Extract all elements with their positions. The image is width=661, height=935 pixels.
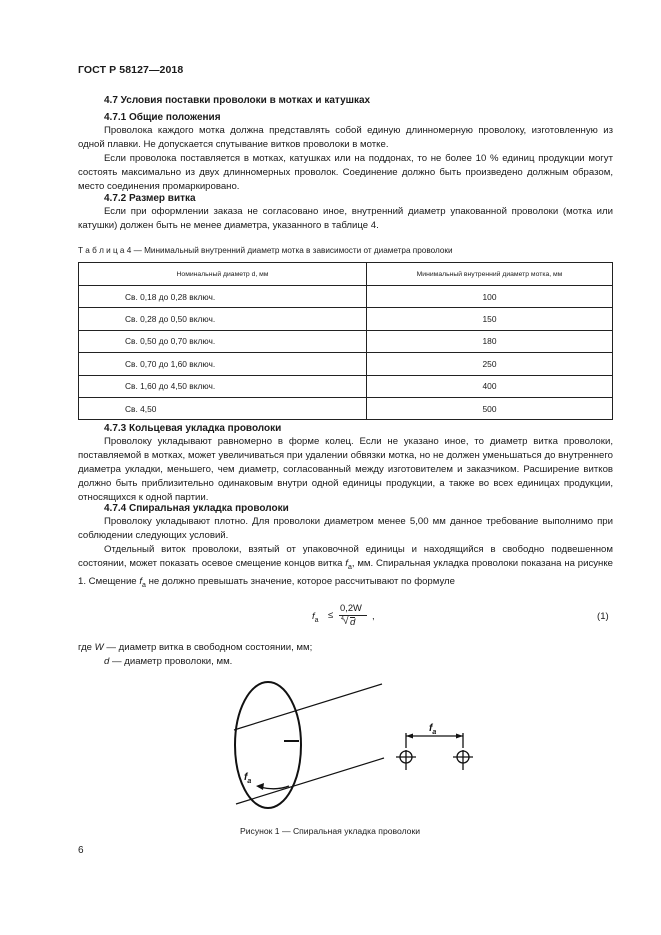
p2-text-c: не должно превышать значение, которое рассчитывают по формуле xyxy=(148,575,455,587)
page-number: 6 xyxy=(78,845,84,856)
section-4-7-1-paragraph-1: Проволока каждого мотка должна представлять собой единую длинномерную проволоку, изготовленную из одной плавки. Не допускается спутывание витков проволоки в мотке. xyxy=(78,125,613,150)
table-cell-min: 500 xyxy=(367,397,613,419)
where-d-text: — диаметр проволоки, мм. xyxy=(109,656,233,667)
document-header: ГОСТ Р 58127—2018 xyxy=(78,64,184,76)
section-4-7-4-title: 4.7.4 Спиральная укладка проволоки xyxy=(104,503,289,514)
table-header-min-coil-diameter: Минимальный внутренний диаметр мотка, мм xyxy=(367,263,613,286)
table-cell-diameter: Св. 0,70 до 1,60 включ. xyxy=(79,353,367,375)
table-cell-diameter: Св. 0,28 до 0,50 включ. xyxy=(79,308,367,330)
table-row xyxy=(79,330,613,352)
section-4-7-3-paragraph: Проволоку укладывают равномерно в форме колец. Если не указано иное, то диаметр витка проволоки, поставляемой в мотках, может увеличиваться при удалении обвязки мотка, но не должен уменьшаться до внутреннего диаметра укладки, меньшего, чем диаметр, согласованный между изготовителем и заказчиком. Расширение витков должно быть приблизительно одинаковым внутри одной единицы продукции, а также во всех единицах продукции, относящихся к одной партии. xyxy=(78,436,613,503)
p2-text-b: , мм. Спиральная укладка проволоки показана на рисунке 1. Смещение xyxy=(78,558,613,587)
table-cell-min: 250 xyxy=(367,353,613,375)
formula-root-icon: √ xyxy=(343,616,349,627)
where-w-text: — диаметр витка в свободном состоянии, мм; xyxy=(103,642,313,653)
table-4 xyxy=(78,262,613,420)
fa-symbol: f xyxy=(345,558,348,569)
formula-denominator: d xyxy=(350,617,356,628)
figure-1-drawing xyxy=(210,676,500,826)
where-w-symbol: W xyxy=(94,642,104,653)
section-4-7-2-paragraph: Если при оформлении заказа не согласовано иное, внутренний диаметр упакованной проволоки (мотка или катушки) должен быть не менее диаметра, указанного в таблице 4. xyxy=(78,206,613,231)
table-cell-min: 180 xyxy=(367,330,613,352)
table-cell-min: 150 xyxy=(367,308,613,330)
table-row xyxy=(79,375,613,397)
table-cell-min: 400 xyxy=(367,375,613,397)
p2-text-a: Отдельный виток проволоки, взятый от упаковочной единицы и находящийся в свободно подвешенном состоянии, может показать осевое смещение концов витка xyxy=(78,544,613,569)
where-d-symbol: d xyxy=(104,656,110,667)
where-d-line xyxy=(104,655,232,669)
section-4-7-3-title: 4.7.3 Кольцевая укладка проволоки xyxy=(104,423,282,434)
dim-arrow-left xyxy=(406,734,413,739)
formula-numerator: 0,2W xyxy=(340,602,362,613)
section-4-7-1-paragraph-2: Если проволока поставляется в мотках, катушках или на поддонах, то не более 10 % единиц продукции могут состоять максимально из двух длинномерных проволок. Соединение должно быть произведено должным образом, место соединения промаркировано. xyxy=(78,153,613,192)
table-cell-diameter: Св. 0,18 до 0,28 включ. xyxy=(79,286,367,308)
table-row xyxy=(79,397,613,419)
fa-subscript-2: a xyxy=(141,581,146,589)
formula-relation: ≤ xyxy=(328,610,334,621)
section-4-7-4-paragraph-2 xyxy=(78,543,613,593)
table-cell-diameter: Св. 1,60 до 4,50 включ. xyxy=(79,375,367,397)
section-4-7-4-paragraph-1: Проволоку укладывают плотно. Для проволоки диаметром менее 5,00 мм данное требование выполнимо при соблюдении следующих условий. xyxy=(78,516,613,541)
table-4-caption xyxy=(78,246,453,255)
formula-lhs-subscript: a xyxy=(314,616,319,624)
table-caption-text: 4 — Минимальный внутренний диаметр мотка в зависимости от диаметра проволоки xyxy=(126,246,453,255)
table-cell-min: 100 xyxy=(367,286,613,308)
formula-comma: , xyxy=(372,611,375,622)
left-fa-label: $f_a$ xyxy=(244,772,252,785)
section-4-7-title: 4.7 Условия поставки проволоки в мотках и катушках xyxy=(104,95,371,106)
section-4-7-2-title: 4.7.2 Размер витка xyxy=(104,193,196,204)
coil-upper-tangent xyxy=(234,684,382,730)
table-cell-diameter: Св. 0,50 до 0,70 включ. xyxy=(79,330,367,352)
formula-number: (1) xyxy=(597,611,609,622)
dim-arrow-right xyxy=(456,734,463,739)
fa-symbol-2: f xyxy=(139,575,142,587)
formula-1 xyxy=(312,603,402,633)
where-prefix: где xyxy=(78,642,95,653)
section-4-7-1-title: 4.7.1 Общие положения xyxy=(104,112,221,123)
right-fa-label: $f_a$ xyxy=(429,723,437,736)
fa-subscript: a xyxy=(347,563,352,571)
formula-lhs: f xyxy=(312,611,315,622)
table-caption-prefix: Т а б л и ц а xyxy=(78,246,125,255)
table-row xyxy=(79,286,613,308)
table-row xyxy=(79,308,613,330)
where-w-line xyxy=(78,641,312,655)
table-header-nominal-diameter: Номинальный диаметр d, мм xyxy=(79,263,367,286)
table-cell-diameter: Св. 4,50 xyxy=(79,397,367,419)
table-header-row xyxy=(79,263,613,286)
offset-arrowhead xyxy=(256,783,264,790)
formula-root-index: 4 xyxy=(341,616,344,622)
coil-lower-tangent xyxy=(236,758,384,804)
figure-1-caption: Рисунок 1 — Спиральная укладка проволоки xyxy=(240,826,421,836)
table-row xyxy=(79,353,613,375)
